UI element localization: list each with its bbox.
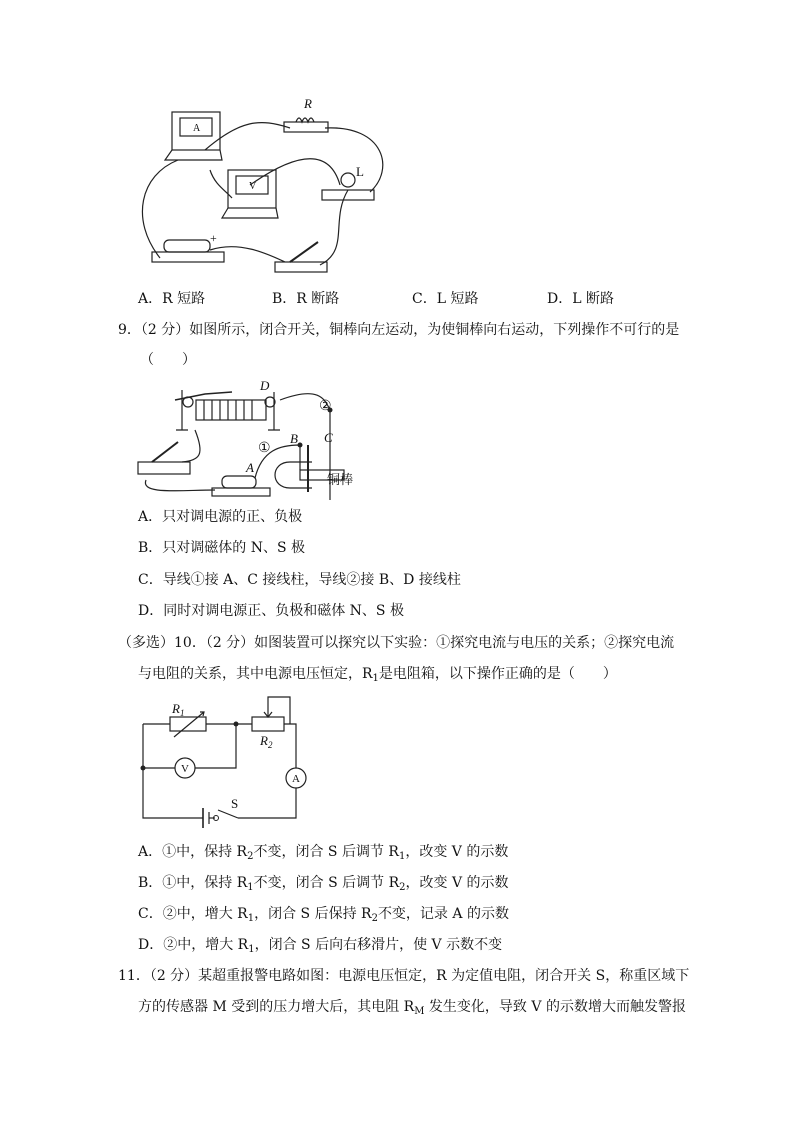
q9-stem: 9．（2 分）如图所示，闭合开关，铜棒向左运动，为使铜棒向右运动，下列操作不可行的是 bbox=[118, 322, 680, 338]
fig-label-plus: + bbox=[210, 231, 217, 245]
fig-label-V: V bbox=[181, 763, 189, 775]
fig-label-C: C bbox=[324, 430, 333, 445]
q9-option-d: D．同时对调电源正、负极和磁体 N、S 极 bbox=[138, 603, 404, 619]
wire bbox=[284, 724, 296, 768]
q11-stem-line2: 方的传感器 M 受到的压力增大后，其电阻 $R_M$ 发生变化，导致 V 的示数增大而触发警报 bbox=[138, 999, 686, 1017]
fig-label-circle2: ② bbox=[319, 399, 332, 414]
q10-option-d: D．②中，增大 $R_1$，闭合 S 后向右移滑片，使 V 示数不变 bbox=[138, 937, 503, 955]
fig-label-circle1: ① bbox=[258, 441, 271, 456]
q9-answer-paren: （ ） bbox=[140, 352, 196, 368]
fig-label-rod: 铜棒 bbox=[327, 472, 354, 487]
q8-option-a: A．R 短路 bbox=[138, 291, 206, 307]
wire bbox=[238, 788, 296, 818]
q10-option-b: B．①中，保持 $R_1$不变，闭合 S 后调节 $R_2$，改变 V 的示数 bbox=[138, 875, 509, 893]
fig-label-A: A bbox=[246, 460, 254, 475]
q10-option-a: A．①中，保持 $R_2$不变，闭合 S 后调节 $R_1$，改变 V 的示数 bbox=[138, 844, 509, 862]
q10-stem-line1: （多选）10．（2 分）如图装置可以探究以下实验：①探究电流与电压的关系；②探究电流 bbox=[118, 635, 675, 651]
fig-label-R2: $R_2$ bbox=[260, 733, 273, 750]
rheostat-R2 bbox=[252, 717, 284, 731]
q10-option-c: C．②中，增大 $R_1$，闭合 S 后保持 $R_2$不变，记录 A 的示数 bbox=[138, 906, 509, 924]
fig-label-D: D bbox=[260, 378, 270, 393]
fig-label-A: A bbox=[193, 123, 201, 134]
q8-option-d: D．L 断路 bbox=[547, 291, 614, 307]
fig-label-L: L bbox=[356, 164, 364, 179]
q11-stem-line1: 11．（2 分）某超重报警电路如图：电源电压恒定，R 为定值电阻，闭合开关 S，称重区域下 bbox=[118, 968, 690, 984]
q10-stem-line2: 与电阻的关系，其中电源电压恒定，$R_1$是电阻箱，以下操作正确的是（ ） bbox=[138, 666, 617, 684]
q8-option-c: C．L 短路 bbox=[412, 291, 479, 307]
fig-label-B: B bbox=[290, 431, 298, 446]
q9-option-b: B．只对调磁体的 N、S 极 bbox=[138, 540, 306, 556]
resistor-box-R1 bbox=[170, 717, 206, 731]
wire bbox=[268, 697, 290, 724]
fig-label-R1: $R_1$ bbox=[172, 701, 185, 718]
q9-option-c: C．导线①接 A、C 接线柱，导线②接 B、D 接线柱 bbox=[138, 572, 461, 588]
fig-label-V: V bbox=[249, 181, 257, 192]
q9-option-a: A．只对调电源的正、负极 bbox=[138, 509, 303, 525]
fig-label-S: S bbox=[231, 796, 239, 811]
q8-option-b: B．R 断路 bbox=[272, 291, 340, 307]
switch-S bbox=[218, 810, 238, 818]
fig-label-A: A bbox=[292, 773, 300, 785]
fig-label-R: R bbox=[304, 96, 312, 111]
